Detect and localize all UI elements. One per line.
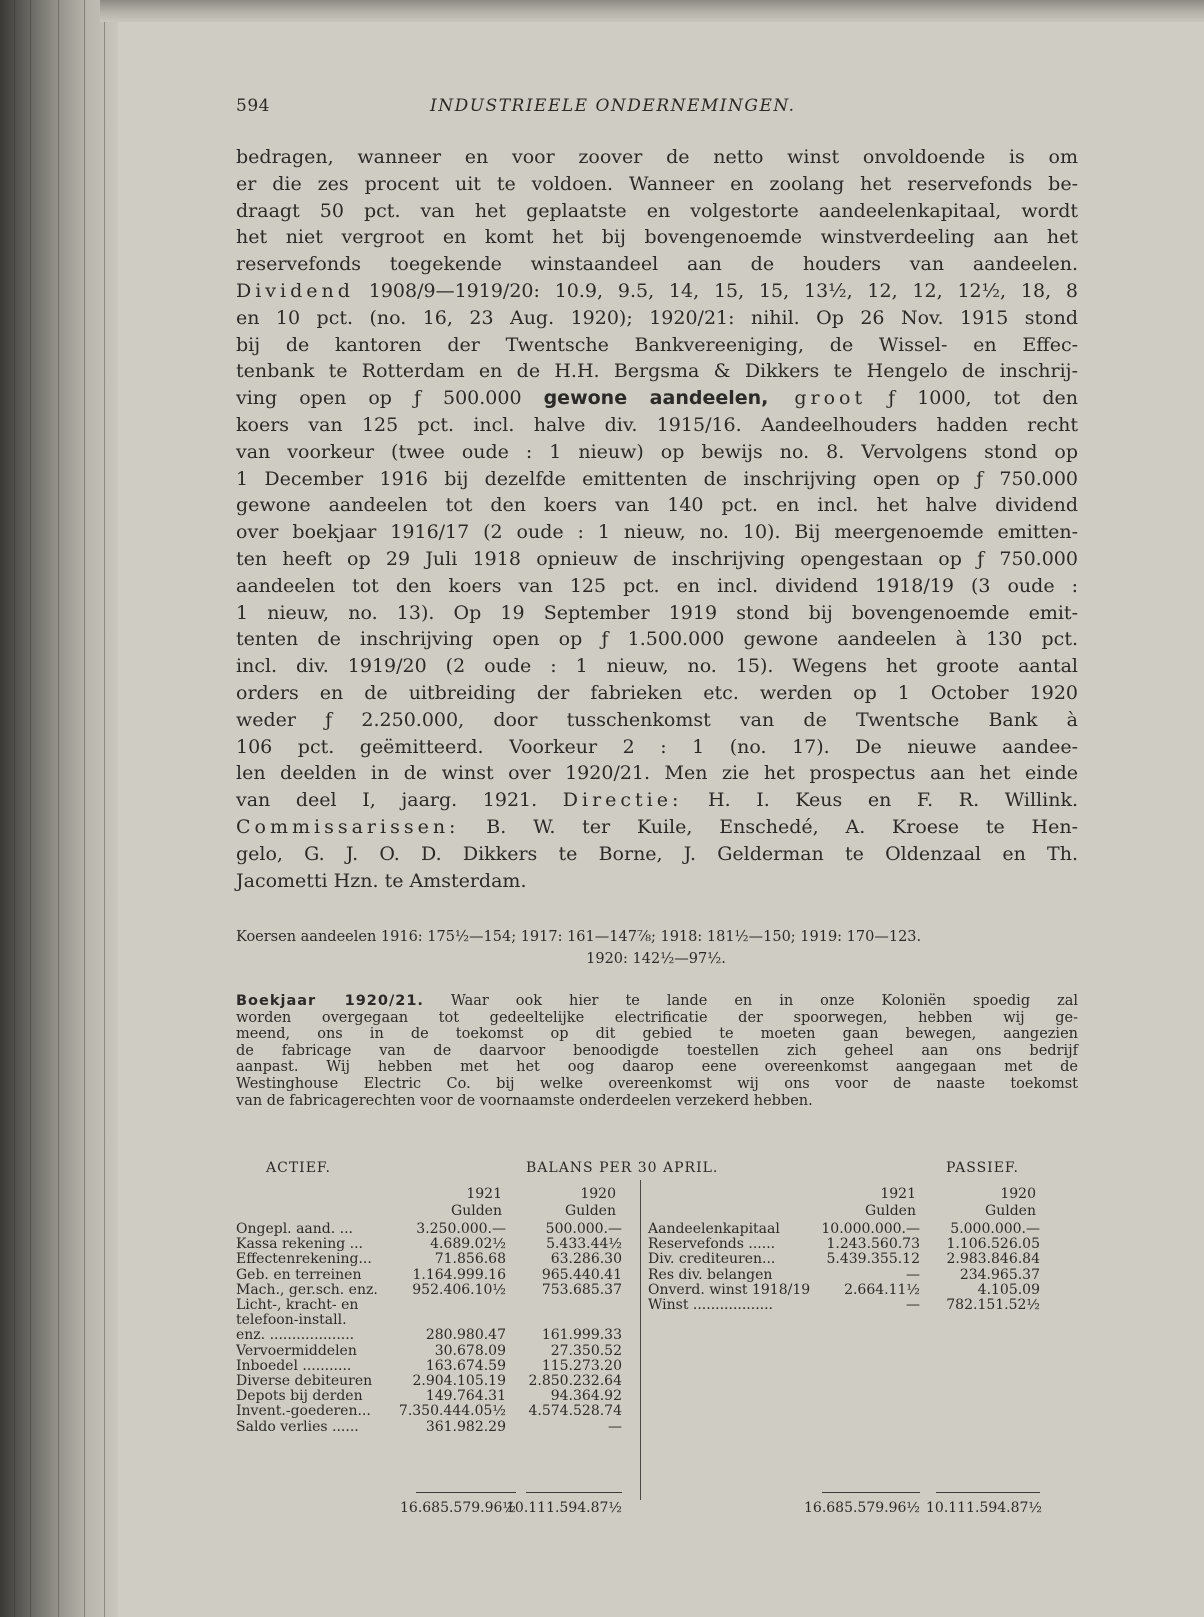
asset-v1920: 27.350.52 [550,1342,622,1359]
total-liabilities-1921: 16.685.579.96½ [804,1500,920,1516]
liability-v1920: 5.000.000.— [950,1221,1040,1237]
text-line: ten heeft op 29 Juli 1918 opnieuw de inschrijving opengestaan op ƒ 750.000 [236,547,1078,570]
directie-line [236,787,1078,814]
text-line: 106 pct. geëmitteerd. Voorkeur 2 : 1 (no. 17). De nieuwe aandee- [236,735,1078,758]
liability-v1920: 2.983.846.84 [946,1251,1040,1268]
total-rule [822,1492,920,1493]
directie-label: Directie: [562,789,683,812]
year-heading: 1920 [1000,1186,1036,1202]
liability-row-label: Onverd. winst 1918/19 [648,1281,811,1298]
text-line: het niet vergroot en komt het bij bovengenoemde winstverdeeling aan het [236,226,1078,249]
gewone-aandeelen-heading: gewone aandeelen, [543,387,769,410]
asset-v1921: 280.980.47 [425,1327,506,1344]
text-line: reservefonds toegekende winstaandeel aan de houders van aandeelen. [236,253,1078,276]
text-line: tenten de inschrijving open op ƒ 1.500.000 gewone aandeelen à 130 pct. [236,628,1078,651]
text-fragment: ving open op ƒ 500.000 [236,387,544,410]
text-line: draagt 50 pct. van het geplaatste en volgestorte aandeelenkapitaal, wordt [236,199,1078,222]
asset-row-label: Saldo verlies ...... [236,1418,359,1435]
actief-heading: ACTIEF. [266,1160,331,1176]
text-fragment: Waar ook hier te lande en in onze Koloniën spoedig zal [423,993,1079,1009]
asset-row-label: Ongepl. aand. ... [236,1221,354,1237]
text-line: incl. div. 1919/20 (2 oude : 1 nieuw, no. 15). Wegens het groote aantal [236,655,1078,678]
share-prices-line: Koersen aandeelen 1916: 175½—154; 1917: 161—147⅞; 1918: 181½—150; 1919: 170—123. [236,929,922,945]
book-binding [0,0,118,1617]
asset-v1920: 94.364.92 [550,1388,622,1405]
asset-row-label: Mach., ger.sch. enz. [236,1281,378,1298]
running-title: INDUSTRIEELE ONDERNEMINGEN. [430,96,796,116]
liability-row-label: Winst .................. [648,1297,774,1313]
liability-v1921: 1.243.560.73 [826,1236,920,1253]
balance-title: BALANS PER 30 APRIL. [526,1160,719,1176]
liability-v1921: 10.000.000.— [821,1221,920,1237]
dividend-text: 1908/9—1919/20: 10.9, 9.5, 14, 15, 15, 13½, 12, 12, 12½, 18, 8 [353,279,1078,302]
unit-heading: Gulden [565,1203,616,1219]
asset-v1920: 500.000.— [545,1221,622,1237]
total-assets-1920: 10.111.594.87½ [506,1500,622,1516]
asset-v1921: 7.350.444.05½ [398,1403,506,1420]
year-heading: 1921 [466,1186,502,1202]
text-line: koers van 125 pct. incl. halve div. 1915/16. Aandeelhouders hadden recht [236,413,1078,436]
share-prices [236,926,1076,970]
year-heading: 1920 [580,1186,616,1202]
asset-row-label: enz. ................... [236,1327,355,1344]
liability-v1920: 234.965.37 [959,1266,1040,1283]
share-prices-line: 1920: 142½—97½. [586,951,726,967]
total-rule [416,1492,516,1493]
asset-row-label: Kassa rekening ... [236,1236,363,1253]
asset-v1920: 753.685.37 [541,1281,622,1298]
text-line: er die zes procent uit te voldoen. Wanneer en zoolang het reservefonds be- [236,172,1078,195]
text-line: orders en de uitbreiding der fabrieken etc. werden op 1 October 1920 [236,681,1078,704]
page-number: 594 [236,96,270,116]
asset-row-label: Diverse debiteuren [236,1373,373,1389]
liability-v1921: 5.439.355.12 [826,1251,920,1268]
commissarissen-label: Commissarissen: [236,815,460,838]
liability-row-label: Div. crediteuren... [648,1251,776,1268]
asset-v1920: 5.433.44½ [546,1236,622,1253]
liability-v1921: — [906,1297,920,1313]
year-heading: 1921 [880,1186,916,1202]
asset-row-label: Licht-, kracht- en [236,1297,359,1313]
asset-v1921: 361.982.29 [425,1418,506,1435]
boekjaar-paragraph [236,993,1078,1109]
text-line: bedragen, wanneer en voor zoover de netto winst onvoldoende is om [236,146,1078,168]
text-line: tenbank te Rotterdam en de H.H. Bergsma & Dikkers te Hengelo de inschrij- [236,360,1078,383]
text-line: len deelden in de winst over 1920/21. Men zie het prospectus aan het einde [236,762,1078,785]
body-text [236,144,1078,894]
liability-row-label: Reservefonds ...... [648,1236,776,1253]
balance-divider [640,1180,641,1500]
asset-v1920: 161.999.33 [541,1327,622,1344]
asset-v1920: 4.574.528.74 [528,1403,622,1420]
total-assets-1921: 16.685.579.96½ [400,1500,516,1516]
asset-v1921: 163.674.59 [425,1357,506,1374]
text-line: 1 nieuw, no. 13). Op 19 September 1919 stond bij bovengenoemde emit- [236,601,1078,624]
boekjaar-first-line [236,993,1078,1010]
liability-row-label: Aandeelenkapitaal [648,1221,780,1237]
liability-v1921: — [906,1266,920,1283]
text-line: Jacometti Hzn. te Amsterdam. [236,869,527,892]
asset-row-label: telefoon-install. [236,1312,347,1329]
text-line: gelo, G. J. O. D. Dikkers te Borne, J. Gelderman te Oldenzaal en Th. [236,842,1078,865]
asset-v1921: 4.689.02½ [430,1236,506,1253]
liability-row-label: Res div. belangen [648,1266,773,1283]
asset-v1921: 1.164.999.16 [412,1266,506,1283]
text-line: worden overgegaan tot gedeeltelijke electrificatie der spoorwegen, hebben wij ge- [236,1009,1078,1026]
asset-v1921: 149.764.31 [425,1388,506,1405]
asset-v1920: — [608,1418,622,1435]
asset-v1921: 71.856.68 [434,1251,506,1268]
asset-v1920: 63.286.30 [550,1251,622,1268]
text-fragment: H. I. Keus en F. R. Willink. [682,789,1078,812]
asset-v1920: 965.440.41 [541,1266,622,1283]
liability-v1920: 782.151.52½ [946,1297,1040,1313]
liability-v1920: 1.106.526.05 [946,1236,1040,1253]
groot-label: groot [768,387,867,410]
unit-heading: Gulden [985,1203,1036,1219]
asset-v1920: 115.273.20 [541,1357,622,1374]
total-rule [936,1492,1040,1493]
asset-row-label: Vervoermiddelen [236,1342,357,1359]
asset-row-label: Invent.-goederen... [236,1403,371,1420]
total-rule [526,1492,622,1493]
text-line: van de fabricagerechten voor de voornaamste onderdeelen verzekerd hebben. [236,1092,813,1109]
unit-heading: Gulden [865,1203,916,1219]
dividend-line [236,278,1078,305]
asset-v1921: 3.250.000.— [416,1221,506,1237]
text-fragment: ƒ 1000, tot den [866,387,1078,410]
text-line: gewone aandeelen tot den koers van 140 pct. en incl. het halve dividend [236,494,1078,517]
text-line: 1 December 1916 bij dezelfde emittenten de inschrijving open op ƒ 750.000 [236,467,1078,490]
asset-row-label: Geb. en terreinen [236,1266,362,1283]
text-line: over boekjaar 1916/17 (2 oude : 1 nieuw, no. 10). Bij meergenoemde emitten- [236,521,1078,544]
asset-v1921: 2.904.105.19 [412,1373,506,1389]
gewone-aandeelen-line [236,385,1078,412]
asset-row-label: Depots bij derden [236,1388,363,1405]
asset-row-label: Inboedel ........... [236,1357,352,1374]
text-line: meend, ons in de toekomst op dit gebied te moeten gaan bewegen, aangezien [236,1026,1078,1043]
text-line: bij de kantoren der Twentsche Bankvereeniging, de Wissel- en Effec- [236,333,1078,356]
asset-v1921: 952.406.10½ [412,1281,506,1298]
total-liabilities-1920: 10.111.594.87½ [926,1500,1042,1516]
text-line: aandeelen tot den koers van 125 pct. en incl. dividend 1918/19 (3 oude : [236,574,1078,597]
unit-heading: Gulden [451,1203,502,1219]
liability-v1920: 4.105.09 [977,1281,1040,1298]
asset-v1921: 30.678.09 [434,1342,506,1359]
text-line: Westinghouse Electric Co. bij welke overeenkomst wij ons voor de naaste toekomst [236,1075,1078,1092]
text-line: weder ƒ 2.250.000, door tusschenkomst van de Twentsche Bank à [236,708,1078,731]
commissarissen-line [236,814,1078,841]
page-top-edge [100,0,1204,22]
asset-v1920: 2.850.232.64 [528,1373,622,1389]
text-line: aanpast. Wij hebben met het oog daarop eene overeenkomst aangegaan met de [236,1059,1078,1076]
text-line: van voorkeur (twee oude : 1 nieuw) op bewijs no. 8. Vervolgens stond op [236,440,1078,463]
passief-heading: PASSIEF. [946,1160,1019,1176]
liability-v1921: 2.664.11½ [844,1281,920,1298]
text-fragment: van deel I, jaarg. 1921. [236,789,563,812]
text-line: en 10 pct. (no. 16, 23 Aug. 1920); 1920/21: nihil. Op 26 Nov. 1915 stond [236,306,1078,329]
dividend-label: Dividend [236,279,354,302]
asset-row-label: Effectenrekening... [236,1251,372,1268]
text-line: de fabricage van de daarvoor benoodigde toestellen zich geheel aan ons bedrijf [236,1042,1078,1059]
boekjaar-heading: Boekjaar 1920/21. [236,993,424,1009]
text-fragment: B. W. ter Kuile, Enschedé, A. Kroese te Hen- [459,815,1078,838]
